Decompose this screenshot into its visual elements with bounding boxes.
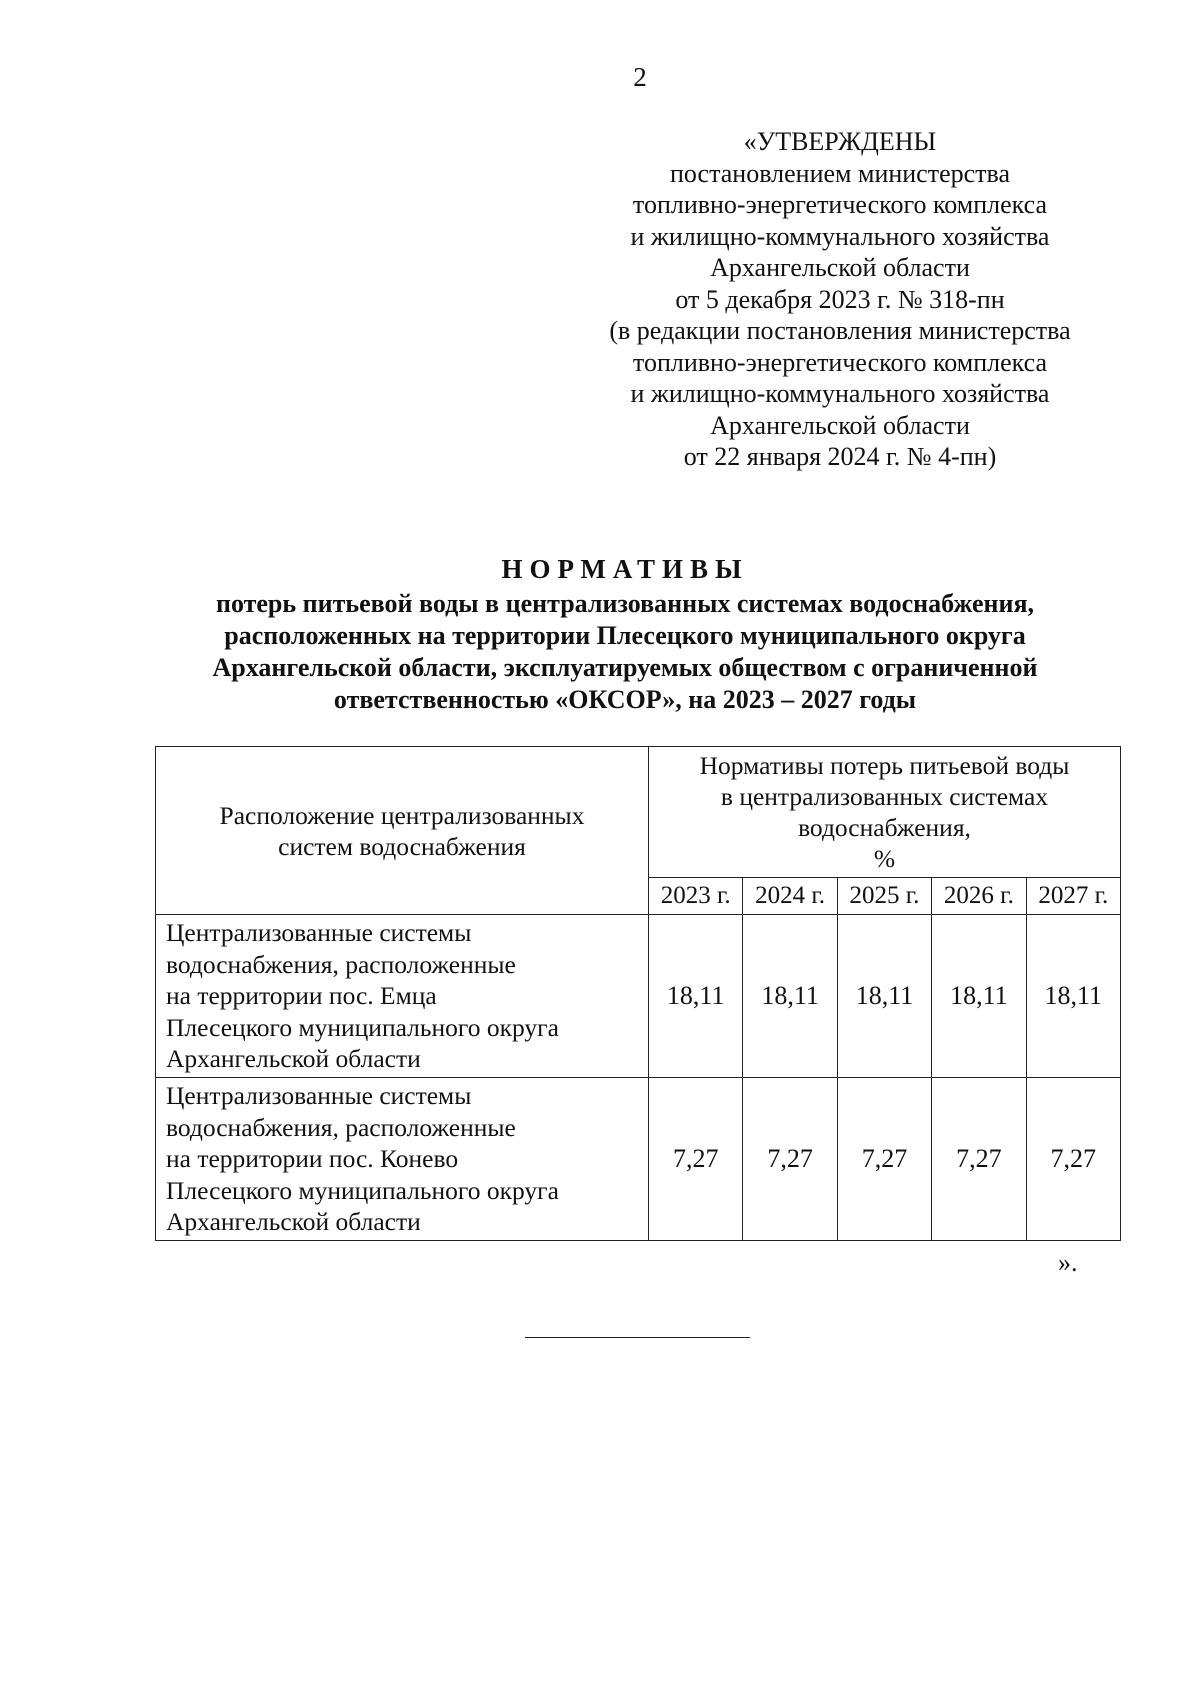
- title-line: расположенных на территории Плесецкого муниципального округа: [224, 621, 1026, 650]
- header-norms-line: %: [873, 844, 896, 873]
- value-cell: 18,11: [649, 915, 743, 1078]
- header-norms-cell: [649, 747, 1121, 878]
- value-cell: 7,27: [1026, 1078, 1120, 1241]
- location-line: водоснабжения, расположенные: [166, 1112, 516, 1142]
- header-norms-line: Нормативы потерь питьевой воды: [699, 751, 1070, 780]
- title-line: Архангельской области, эксплуатируемых обществом с ограниченной: [212, 653, 1038, 682]
- location-cell: [156, 1078, 649, 1241]
- value-cell: 18,11: [932, 915, 1026, 1078]
- value-cell: 7,27: [743, 1078, 837, 1241]
- approval-line: топливно-энергетического комплекса: [632, 347, 1048, 377]
- table-header-row: [156, 747, 1121, 878]
- document-title: [130, 553, 1120, 716]
- closing-quote: ».: [1058, 1248, 1078, 1277]
- location-line: Централизованные системы: [166, 918, 472, 948]
- title-line: ответственностью «ОКСОР», на 2023 – 2027 годы: [333, 685, 917, 714]
- location-cell: [156, 915, 649, 1078]
- location-line: Архангельской области: [166, 1044, 421, 1074]
- year-header-cell: 2025 г.: [837, 878, 931, 915]
- page-number: 2: [633, 62, 647, 92]
- approval-line: (в редакции постановления министерства: [609, 316, 1071, 345]
- location-line: Архангельской области: [166, 1207, 421, 1237]
- approval-line: постановлением министерства: [669, 158, 1011, 188]
- value-cell: 7,27: [932, 1078, 1026, 1241]
- header-location-line: систем водоснабжения: [278, 831, 526, 861]
- year-header-cell: 2026 г.: [932, 878, 1026, 915]
- title-line: потерь питьевой воды в централизованных системах водоснабжения,: [215, 589, 1035, 618]
- approval-line: и жилищно-коммунального хозяйства: [630, 221, 1050, 251]
- approval-line: «УТВЕРЖДЕНЫ: [743, 127, 937, 156]
- location-line: Плесецкого муниципального округа: [166, 1012, 559, 1042]
- title-heading: НОРМАТИВЫ: [501, 554, 749, 584]
- table-row: [156, 915, 1121, 1078]
- norms-table: [155, 746, 1121, 1241]
- value-cell: 7,27: [649, 1078, 743, 1241]
- approval-line: и жилищно-коммунального хозяйства: [630, 379, 1050, 408]
- table-row: [156, 1078, 1121, 1241]
- value-cell: 7,27: [837, 1078, 931, 1241]
- approval-line: от 5 декабря 2023 г. № 318-пн: [675, 284, 1005, 314]
- year-header-cell: 2024 г.: [743, 878, 837, 915]
- value-cell: 18,11: [743, 915, 837, 1078]
- header-location-line: Расположение централизованных: [219, 800, 585, 830]
- value-cell: 18,11: [837, 915, 931, 1078]
- location-line: на территории пос. Конево: [166, 1144, 459, 1174]
- approval-line: топливно-энергетического комплекса: [632, 190, 1048, 219]
- header-location-cell: [156, 747, 649, 915]
- approval-line: от 22 января 2024 г. № 4-пн): [683, 442, 997, 471]
- year-header-cell: 2027 г.: [1026, 878, 1120, 915]
- header-norms-line: в централизованных системах: [720, 782, 1049, 811]
- approval-block: [560, 126, 1120, 473]
- header-norms-line: водоснабжения,: [798, 813, 971, 842]
- approval-line: Архангельской области: [710, 410, 970, 440]
- location-line: Плесецкого муниципального округа: [166, 1175, 559, 1205]
- approval-line: Архангельской области: [710, 253, 970, 282]
- location-line: водоснабжения, расположенные: [166, 949, 516, 979]
- end-divider: [525, 1337, 750, 1338]
- year-header-cell: 2023 г.: [649, 878, 743, 915]
- location-line: на территории пос. Емца: [166, 981, 437, 1011]
- value-cell: 18,11: [1026, 915, 1120, 1078]
- location-line: Централизованные системы: [166, 1081, 472, 1111]
